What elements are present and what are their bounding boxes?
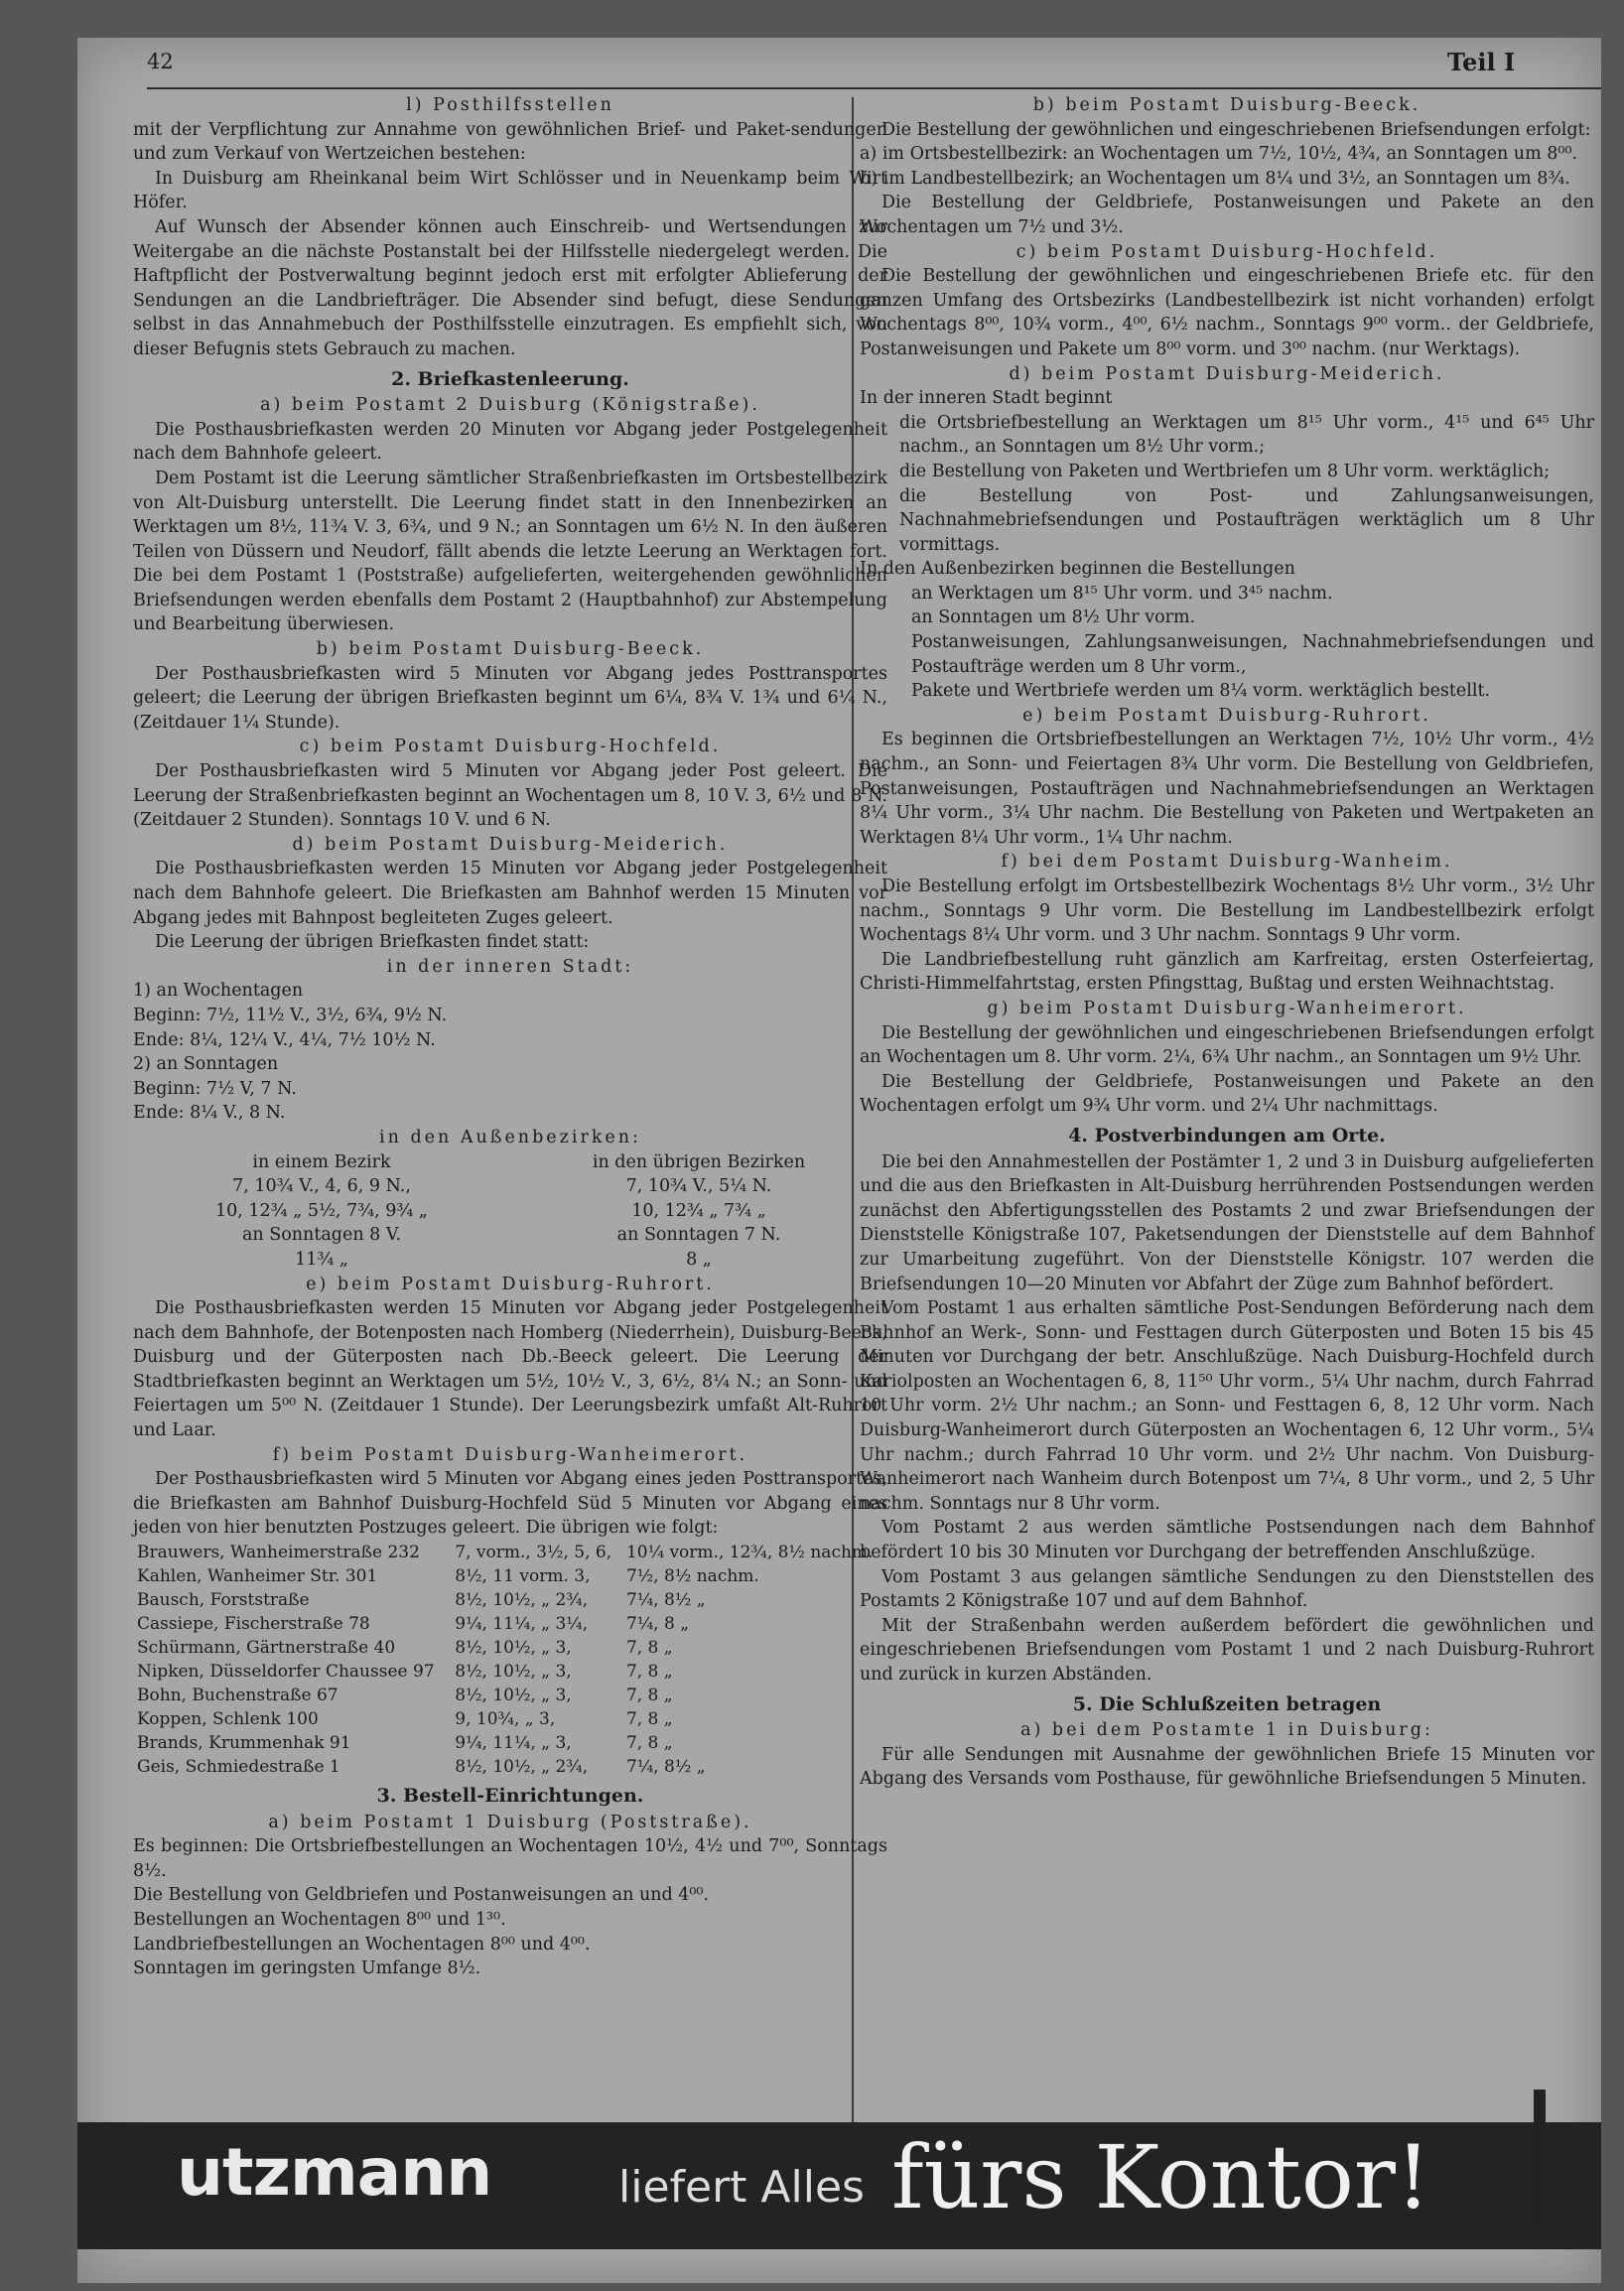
right-column xyxy=(860,93,1594,1792)
subsection-title: e) beim Postamt Duisburg-Ruhrort. xyxy=(1022,705,1431,726)
grid-cell: 7, 10¾ V., 4, 6, 9 N., xyxy=(232,1176,411,1197)
paragraph: Dem Postamt ist die Leerung sämtlicher Straßenbriefkasten im Ortsbestellbezirk von Alt-Duisburg unterstellt. Die Leerung findet statt in den Innenbezirken an Werktagen um 8½, 11¾ V. 3, 6¾, und 9 N.; an Sonntagen um 6½ N. In den äußeren Teilen von Düssern und Neudorf, fällt abends die letzte Leerung an Werktagen fort. Die bei dem Postamt 1 (Poststraße) aufgelieferten, weitergehenden gewöhnlichen Briefsendungen werden ebenfalls dem Postamt 2 (Hauptbahnhof) zur Abstempelung und Bearbeitung überwiesen. xyxy=(133,468,887,635)
section-heading: 2. Briefkastenleerung. xyxy=(391,367,629,390)
table-cell: Kahlen, Wanheimer Str. 301 xyxy=(137,1566,378,1587)
table-row xyxy=(133,1660,887,1684)
paragraph: Vom Postamt 1 aus erhalten sämtliche Post-Sendungen Beförderung nach dem Bahnhof an Werk-, Sonn- und Festtagen durch Güterposten und Boten 15 bis 45 Minuten vor Durchgang der betr. Anschlußzüge. Nach Duisburg-Hochfeld durch Kariolposten an Wochentagen 6, 8, 11⁵⁰ Uhr vorm., 5¼ Uhr nachm, durch Fahrrad 10 Uhr vorm. 2½ Uhr nachm.; an Sonn- und Festtagen 6, 8, 12 Uhr vorm. Nach Duisburg-Wanheimerort durch Güterposten an Wochentagen 6, 12 Uhr vorm., 5¼ Uhr nachm.; durch Fahrrad 10 Uhr vorm. und 2½ Uhr nachm. Von Duisburg-Wanheimerort nach Wanheim durch Botenpost um 7¼, 8 Uhr vorm., und 2, 5 Uhr nachm. Sonntags nur 8 Uhr vorm. xyxy=(860,1298,1594,1514)
outer-district-grid xyxy=(133,1150,887,1273)
paragraph: Der Posthausbriefkasten wird 5 Minuten vor Abgang jeder Post geleert. Die Leerung der Straßenbriefkasten beginnt an Wochentagen um 8, 10 V. 3, 6½ und 8 N. (Zeitdauer 2 Stunden). Sonntags 10 V. und 6 N. xyxy=(133,761,887,831)
table-cell: 9, 10¾, „ 3, xyxy=(455,1709,556,1730)
subsection-title: c) beim Postamt Duisburg-Hochfeld. xyxy=(1015,241,1438,262)
table-row xyxy=(133,1684,887,1707)
header-rule xyxy=(147,87,1601,89)
subsection-title: f) beim Postamt Duisburg-Wanheimerort. xyxy=(272,1444,748,1465)
paragraph: die Ortsbriefbestellung an Werktagen um 8¹⁵ Uhr vorm., 4¹⁵ und 6⁴⁵ Uhr nachm., an Sonntagen um 8½ Uhr vorm.; xyxy=(899,412,1594,458)
subsection-title: a) beim Postamt 1 Duisburg (Poststraße). xyxy=(268,1812,752,1832)
paragraph: Die Posthausbriefkasten werden 20 Minuten vor Abgang jeder Postgelegenheit nach dem Bahnhofe geleert. xyxy=(133,419,887,465)
paragraph: Die Posthausbriefkasten werden 15 Minuten vor Abgang jeder Postgelegenheit nach dem Bahnhofe geleert. Die Briefkasten am Bahnhof werden 15 Minuten vor Abgang jedes mit Bahnpost begleiteten Zuges geleert. xyxy=(133,859,887,928)
table-cell: 9¼, 11¼, „ 3¼, xyxy=(455,1614,589,1635)
grid-header: in einem Bezirk xyxy=(252,1151,391,1172)
paragraph: Die Bestellung erfolgt im Ortsbestellbezirk Wochentags 8½ Uhr vorm., 3½ Uhr nachm., Sonntags 9 Uhr vorm. Die Bestellung im Landbestellbezirk erfolgt Wochentags 8¼ Uhr vorm. und 3 Uhr nachm. Sonntags 9 Uhr vorm. xyxy=(860,876,1594,946)
table-row xyxy=(133,1612,887,1636)
paragraph: Auf Wunsch der Absender können auch Einschreib- und Wertsendungen zur Weitergabe an die nächste Postanstalt bei der Hilfsstelle niedergelegt werden. Die Haftpflicht der Postverwaltung beginnt jedoch erst mit erfolgter Ablieferung der Sendungen an die Landbriefträger. Die Absender sind befugt, diese Sendungen selbst in das Annahmebuch der Posthilfsstelle einzutragen. Es empfiehlt sich, von dieser Befugnis stets Gebrauch zu machen. xyxy=(133,216,887,359)
mailbox-table xyxy=(133,1541,887,1779)
paragraph: Die Landbriefbestellung ruht gänzlich am Karfreitag, ersten Osterfeiertag, Christi-Himmelfahrtstag, ersten Pfingsttag, Bußtag und ersten Weihnachtstag. xyxy=(860,949,1594,995)
grid-cell: 10, 12¾ „ 7¾ „ xyxy=(631,1200,766,1221)
subsection-title: c) beim Postamt Duisburg-Hochfeld. xyxy=(299,737,722,757)
paragraph: Für alle Sendungen mit Ausnahme der gewöhnlichen Briefe 15 Minuten vor Abgang des Versands vom Posthause, für gewöhnliche Briefsendungen 5 Minuten. xyxy=(860,1744,1594,1790)
table-cell: 7, 8 „ xyxy=(625,1733,673,1754)
table-cell: 7, 8 „ xyxy=(625,1662,673,1683)
table-cell: 7¼, 8½ „ xyxy=(625,1757,706,1778)
table-cell: 7, vorm., 3½, 5, 6, xyxy=(455,1543,612,1563)
banner-slogan: fürs Kontor! xyxy=(891,2126,1431,2228)
page-number: 42 xyxy=(147,50,174,73)
schedule-row: 1) an Wochentagen xyxy=(133,981,304,1002)
table-row xyxy=(133,1636,887,1660)
schedule-title: in der inneren Stadt: xyxy=(386,956,634,977)
page-edge-shadow xyxy=(1534,2089,1546,2228)
banner-middle-text: liefert Alles xyxy=(618,2162,865,2213)
paragraph: a) im Ortsbestellbezirk: an Wochentagen um 7½, 10½, 4¾, an Sonntagen um 8⁰⁰. xyxy=(860,144,1577,165)
table-cell: 7¼, 8 „ xyxy=(625,1614,690,1635)
paragraph: Der Posthausbriefkasten wird 5 Minuten vor Abgang jedes Posttransportes geleert; die Leerung der übrigen Briefkasten beginnt um 6¼, 8¾ V. 1¾ und 6¼ N., (Zeitdauer 1¼ Stunde). xyxy=(133,663,887,733)
grid-cell: 10, 12¾ „ 5½, 7¾, 9¾ „ xyxy=(215,1200,428,1221)
subsection-title: g) beim Postamt Duisburg-Wanheimerort. xyxy=(987,998,1467,1018)
paragraph: Es beginnen: Die Ortsbriefbestellungen an Wochentagen 10½, 4½ und 7⁰⁰, Sonntags 8½. xyxy=(133,1836,887,1881)
banner-brand: utzmann xyxy=(177,2134,492,2211)
table-cell: Schürmann, Gärtnerstraße 40 xyxy=(137,1638,396,1659)
schedule-row: Ende: 8¼, 12¼ V., 4¼, 7½ 10½ N. xyxy=(133,1029,436,1050)
grid-header: in den übrigen Bezirken xyxy=(592,1151,806,1172)
table-cell: 8½, 10½, „ 3, xyxy=(455,1685,572,1706)
table-cell: 7, 8 „ xyxy=(625,1638,673,1659)
paragraph: Die Bestellung der Geldbriefe, Postanweisungen und Pakete an den Wochentagen erfolgt um 9¾ Uhr vorm. und 2¼ Uhr nachmittags. xyxy=(860,1071,1594,1117)
paragraph: In den Außenbezirken beginnen die Bestellungen xyxy=(860,559,1295,580)
subsection-title: d) beim Postamt Duisburg-Meiderich. xyxy=(292,834,729,855)
table-cell: Brands, Krummenhak 91 xyxy=(137,1733,351,1754)
paragraph: Die Bestellung von Geldbriefen und Postanweisungen an und 4⁰⁰. xyxy=(133,1885,709,1906)
paragraph: Es beginnen die Ortsbriefbestellungen an Werktagen 7½, 10½ Uhr vorm., 4½ nachm., an Sonn- und Feiertagen 8¾ Uhr vorm. Die Bestellung von Geldbriefen, Postanweisungen, Postaufträgen und Nachnahmebriefsendungen an Werktagen 8¼ Uhr vorm., 3¼ Uhr nachm. Die Bestellung von Paketen und Wertpaketen an Werktagen 8¼ Uhr vorm., 1¼ Uhr nachm. xyxy=(860,730,1594,848)
section-title: l) Posthilfsstellen xyxy=(406,95,614,115)
schedule-row: Beginn: 7½ V, 7 N. xyxy=(133,1078,297,1099)
schedule-row: 2) an Sonntagen xyxy=(133,1054,279,1075)
paragraph: In Duisburg am Rheinkanal beim Wirt Schlösser und in Neuenkamp beim Wirt Höfer. xyxy=(133,168,887,213)
grid-cell: an Sonntagen 8 V. xyxy=(241,1225,402,1246)
table-row xyxy=(133,1541,887,1564)
table-cell: 7¼, 8½ „ xyxy=(625,1590,706,1611)
subsection-title: a) beim Postamt 2 Duisburg (Königstraße). xyxy=(260,395,760,416)
paragraph: Pakete und Wertbriefe werden um 8¼ vorm. werktäglich bestellt. xyxy=(911,681,1491,702)
paragraph: Die Posthausbriefkasten werden 15 Minuten vor Abgang jeder Postgelegenheit nach dem Bahnhofe, der Botenposten nach Homberg (Niederrhein), Duisburg-Beeck, Duisburg und der Güterposten nach Db.-Beeck geleert. Die Leerung der Stadtbriefkasten beginnt an Werktagen um 5½, 10½ V., 3, 6½, 8¼ N.; an Sonn- und Feiertagen um 5⁰⁰ N. (Zeitdauer 1 Stunde). Der Leerungsbezirk umfaßt Alt-Ruhrort und Laar. xyxy=(133,1298,887,1441)
subsection-title: e) beim Postamt Duisburg-Ruhrort. xyxy=(306,1274,715,1294)
paragraph: Die Bestellung der Geldbriefe, Postanweisungen und Pakete an den Wochentagen um 7½ und 3½. xyxy=(860,193,1594,237)
subsection-title: b) beim Postamt Duisburg-Beeck. xyxy=(1032,95,1421,115)
subsection-title: f) bei dem Postamt Duisburg-Wanheim. xyxy=(1001,852,1453,873)
paragraph: die Bestellung von Post- und Zahlungsanweisungen, Nachnahmebriefsendungen und Postaufträgen werktäglich um 8 Uhr vormittags. xyxy=(899,485,1594,555)
table-cell: Bohn, Buchenstraße 67 xyxy=(137,1685,338,1706)
left-column xyxy=(133,93,887,1981)
paragraph: Landbriefbestellungen an Wochentagen 8⁰⁰ und 4⁰⁰. xyxy=(133,1934,591,1954)
schedule-title: in den Außenbezirken: xyxy=(379,1127,641,1147)
paragraph: Die Leerung der übrigen Briefkasten findet statt: xyxy=(155,932,590,953)
grid-cell: 11¾ „ xyxy=(295,1249,348,1270)
grid-cell: 8 „ xyxy=(686,1249,712,1270)
paragraph: Bestellungen an Wochentagen 8⁰⁰ und 1³⁰. xyxy=(133,1910,506,1930)
paragraph: an Werktagen um 8¹⁵ Uhr vorm. und 3⁴⁵ nachm. xyxy=(911,583,1333,604)
grid-cell: 7, 10¾ V., 5¼ N. xyxy=(625,1176,772,1197)
paragraph: Die bei den Annahmestellen der Postämter 1, 2 und 3 in Duisburg aufgelieferten und die aus den Briefkasten in Alt-Duisburg herrührenden Postsendungen werden zunächst den Abfertigungsstellen des Postamts 2 und zwar Briefsendungen der Dienststelle Königstraße 107, Paketsendungen der Dienststelle auf dem Bahnhof zur Umarbeitung zugeführt. Von der Dienststelle Königstr. 107 werden die Briefsendungen 10—20 Minuten vor Abfahrt der Züge zum Bahnhof befördert. xyxy=(860,1151,1594,1294)
grid-cell: an Sonntagen 7 N. xyxy=(616,1225,781,1246)
subsection-title: d) beim Postamt Duisburg-Meiderich. xyxy=(1009,363,1445,384)
part-title: Teil I xyxy=(1447,48,1516,76)
section-heading: 4. Postverbindungen am Orte. xyxy=(1068,1124,1386,1146)
paragraph: Der Posthausbriefkasten wird 5 Minuten vor Abgang eines jeden Posttransportes, die Briefkasten am Bahnhof Duisburg-Hochfeld Süd 5 Minuten vor Abgang eines jeden von hier benutzten Postzuges geleert. Die übrigen wie folgt: xyxy=(133,1469,887,1539)
table-cell: 8½, 10½, „ 3, xyxy=(455,1662,572,1683)
paragraph: mit der Verpflichtung zur Annahme von gewöhnlichen Brief- und Paket-sendungen und zum Verkauf von Wertzeichen bestehen: xyxy=(133,119,887,165)
paragraph: Die Bestellung der gewöhnlichen und eingeschriebenen Briefsendungen erfolgt an Wochentagen um 8. Uhr vorm. 2¼, 6¾ Uhr nachm., an Sonntagen um 9½ Uhr. xyxy=(860,1022,1594,1068)
table-cell: Brauwers, Wanheimerstraße 232 xyxy=(137,1543,420,1563)
table-cell: 10¼ vorm., 12¾, 8½ nachm. xyxy=(625,1543,874,1563)
table-cell: Koppen, Schlenk 100 xyxy=(137,1709,319,1730)
subsection-title: a) bei dem Postamte 1 in Duisburg: xyxy=(1020,1720,1433,1741)
section-heading: 5. Die Schlußzeiten betragen xyxy=(1072,1692,1382,1715)
paragraph: Sonntagen im geringsten Umfange 8½. xyxy=(133,1958,481,1979)
table-cell: 7, 8 „ xyxy=(625,1685,673,1706)
paragraph: In der inneren Stadt beginnt xyxy=(860,388,1113,409)
book-page xyxy=(77,38,1601,2283)
table-cell: 8½, 10½, „ 3, xyxy=(455,1638,572,1659)
table-cell: Bausch, Forststraße xyxy=(137,1590,310,1611)
paragraph: Vom Postamt 3 aus gelangen sämtliche Sendungen zu den Dienststellen des Postamts 2 Königstraße 107 und auf dem Bahnhof. xyxy=(860,1566,1594,1612)
table-row xyxy=(133,1707,887,1731)
table-cell: Nipken, Düsseldorfer Chaussee 97 xyxy=(137,1662,435,1683)
table-row xyxy=(133,1755,887,1779)
paragraph: Mit der Straßenbahn werden außerdem befördert die gewöhnlichen und eingeschriebenen Briefsendungen vom Postamt 1 und 2 nach Duisburg-Ruhrort und zurück in kurzen Abständen. xyxy=(860,1615,1594,1685)
table-cell: 8½, 11 vorm. 3, xyxy=(455,1566,591,1587)
paragraph: die Bestellung von Paketen und Wertbriefen um 8 Uhr vorm. werktäglich; xyxy=(899,461,1551,481)
schedule-row: Beginn: 7½, 11½ V., 3½, 6¾, 9½ N. xyxy=(133,1005,448,1025)
advertisement-banner xyxy=(77,2122,1601,2249)
table-cell: 8½, 10½, „ 2¾, xyxy=(455,1757,589,1778)
schedule-row: Ende: 8¼ V., 8 N. xyxy=(133,1103,286,1124)
table-cell: Geis, Schmiedestraße 1 xyxy=(137,1757,340,1778)
subsection-title: b) beim Postamt Duisburg-Beeck. xyxy=(316,639,705,660)
table-cell: 7½, 8½ nachm. xyxy=(625,1566,759,1587)
section-heading: 3. Bestell-Einrichtungen. xyxy=(376,1785,644,1808)
paragraph: an Sonntagen um 8½ Uhr vorm. xyxy=(911,607,1196,628)
table-cell: 9¼, 11¼, „ 3, xyxy=(455,1733,572,1754)
table-cell: 7, 8 „ xyxy=(625,1709,673,1730)
table-row xyxy=(133,1731,887,1755)
table-row xyxy=(133,1588,887,1612)
paragraph: Vom Postamt 2 aus werden sämtliche Postsendungen nach dem Bahnhof befördert 10 bis 30 Minuten vor Durchgang der betreffenden Anschlußzüge. xyxy=(860,1518,1594,1563)
paragraph: Die Bestellung der gewöhnlichen und eingeschriebenen Briefe etc. für den ganzen Umfang des Ortsbezirks (Landbestellbezirk ist nicht vorhanden) erfolgt Wochentags 8⁰⁰, 10¾ vorm., 4⁰⁰, 6½ nachm., Sonntags 9⁰⁰ vorm.. der Geldbriefe, Postanweisungen und Pakete um 8⁰⁰ vorm. und 3⁰⁰ nachm. (nur Werktags). xyxy=(860,266,1594,359)
table-cell: 8½, 10½, „ 2¾, xyxy=(455,1590,589,1611)
table-cell: Cassiepe, Fischerstraße 78 xyxy=(137,1614,370,1635)
table-row xyxy=(133,1564,887,1588)
paragraph: b) im Landbestellbezirk; an Wochentagen um 8¼ und 3½, an Sonntagen um 8¾. xyxy=(860,168,1570,189)
paragraph: Die Bestellung der gewöhnlichen und eingeschriebenen Briefsendungen erfolgt: xyxy=(881,119,1591,140)
paragraph: Postanweisungen, Zahlungsanweisungen, Nachnahmebriefsendungen und Postaufträge werden um 8 Uhr vorm., xyxy=(911,632,1594,677)
